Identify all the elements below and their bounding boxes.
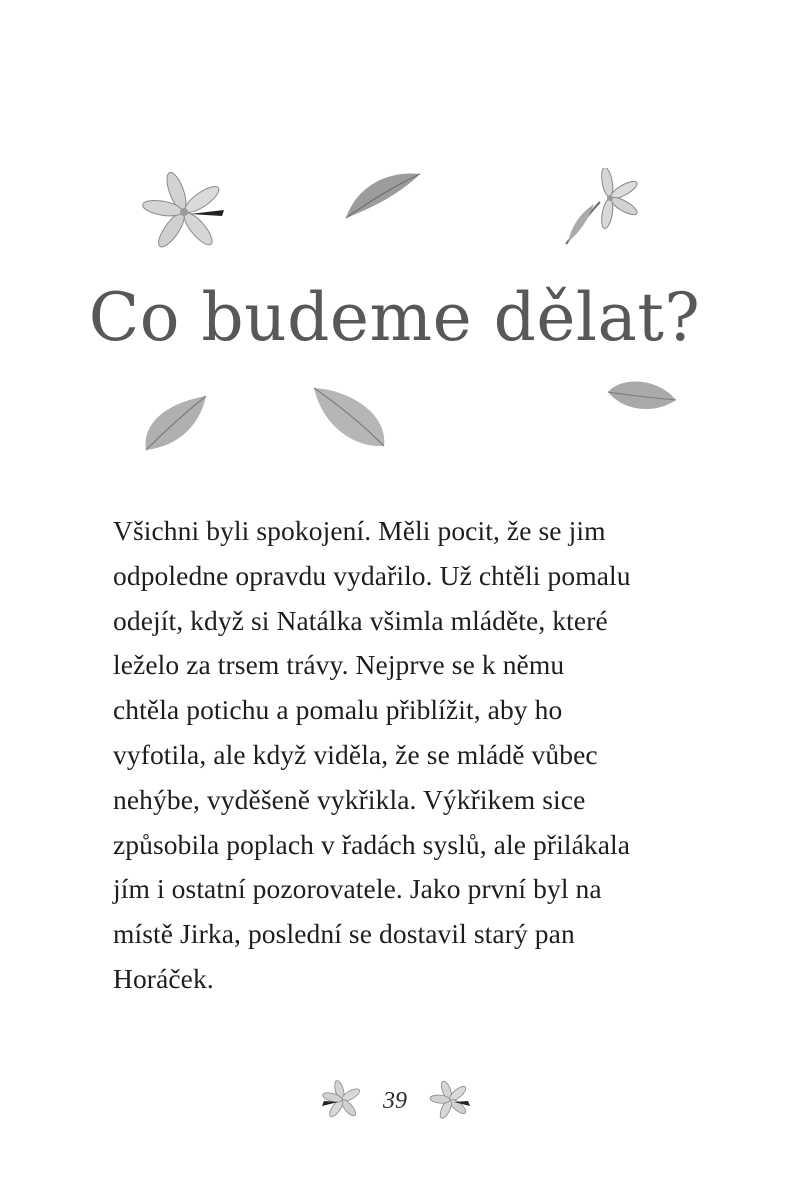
text-line: odejít, když si Natálka všimla mláděte, které (113, 604, 608, 636)
chapter-title: Co budeme dělat? (88, 279, 701, 356)
text-line: vyfotila, ale když viděla, že se mládě vůbec (113, 738, 598, 770)
leaf-icon (140, 390, 212, 454)
text-line: jím i ostatní pozorovatele. Jako první byl na (113, 873, 602, 905)
text-line: odpoledne opravdu vydařilo. Už chtěli pomalu (113, 559, 631, 591)
text-line: způsobila poplach v řadách syslů, ale přilákala (113, 828, 631, 860)
flower-icon (318, 1078, 364, 1122)
text-line: Horáček. (113, 962, 214, 994)
leaf-icon (604, 374, 680, 416)
flower-icon (560, 168, 652, 248)
text-line: nehýbe, vyděšeně vykřikla. Výkřikem sice (113, 783, 586, 815)
text-line: chtěla potichu a pomalu přiblížit, aby ho (113, 694, 563, 726)
leaf-icon (310, 384, 392, 454)
text-line: leželo za trsem trávy. Nejprve se k němu (113, 649, 565, 681)
flower-icon (140, 168, 232, 260)
body-paragraph (113, 509, 713, 1002)
text-line: místě Jirka, poslední se dostavil starý pan (113, 918, 575, 950)
flower-icon (428, 1078, 474, 1122)
text-line: Všichni byli spokojení. Měli pocit, že se jim (113, 515, 606, 546)
leaf-icon (342, 166, 424, 222)
page-number: 39 (383, 1088, 407, 1114)
